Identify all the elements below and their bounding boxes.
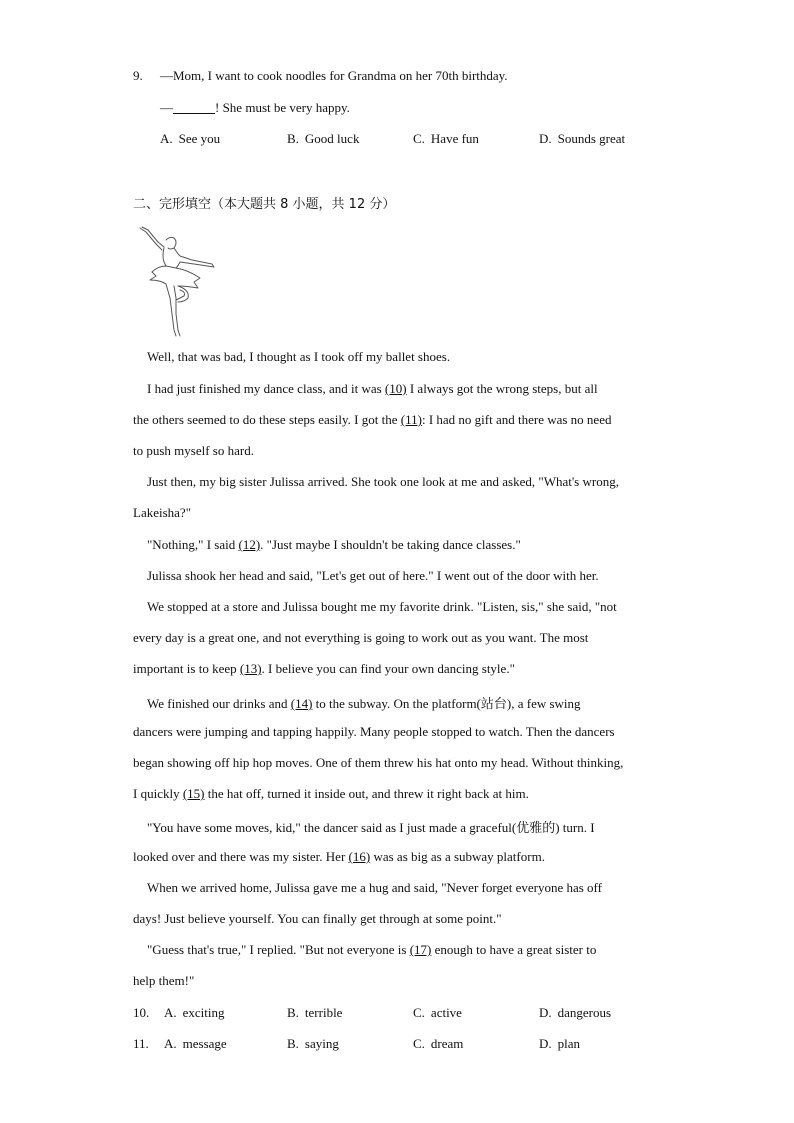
q11-number: 11. [133,1036,149,1051]
blank-14: (14) [290,696,313,711]
section-title: 二、完形填空（本大题共 8 小题，共 12 分） [133,197,396,212]
q11-option-a[interactable]: A. message [164,1036,227,1051]
q10-option-a[interactable]: A. exciting [164,1005,225,1020]
passage-line: the others seemed to do these steps easily. I got the (11): I had no gift and there was no need [133,412,612,427]
passage-line: I had just finished my dance class, and it was (10) I always got the wrong steps, but all [147,381,598,396]
passage-line: dancers were jumping and tapping happily. Many people stopped to watch. Then the dancers [133,724,615,739]
passage-line: Just then, my big sister Julissa arrived. She took one look at me and asked, "What's wrong, [147,474,619,489]
passage-line: began showing off hip hop moves. One of them threw his hat onto my head. Without thinking, [133,755,624,770]
q9-line1: —Mom, I want to cook noodles for Grandma on her 70th birthday. [160,68,508,83]
blank-15: (15) [182,786,205,801]
ballerina-illustration [138,226,218,338]
passage-line: I quickly (15) the hat off, turned it inside out, and threw it right back at him. [133,786,529,801]
q9-line2 [160,100,350,116]
q9-line2-rest: ! She must be very happy. [215,100,350,115]
passage-line: help them!" [133,973,195,988]
blank-10: (10) [384,381,407,396]
q9-option-b[interactable]: B. Good luck [287,131,360,146]
passage-line: Well, that was bad, I thought as I took off my ballet shoes. [147,349,451,364]
passage-line: important is to keep (13). I believe you can find your own dancing style." [133,661,515,676]
passage-line: We stopped at a store and Julissa bought me my favorite drink. "Listen, sis," she said, "not [147,599,617,614]
q9-number: 9. [133,68,143,83]
passage-line: looked over and there was my sister. Her (16) was as big as a subway platform. [133,849,545,864]
q9-dash: — [160,100,173,115]
blank-13: (13) [239,661,262,676]
q11-option-c[interactable]: C. dream [413,1036,464,1051]
blank-11: (11) [400,412,422,427]
q10-number: 10. [133,1005,150,1020]
passage-line: Lakeisha?" [133,505,191,520]
passage-line: to push myself so hard. [133,443,254,458]
q9-option-a[interactable]: A. See you [160,131,221,146]
passage-line: We finished our drinks and (14) to the subway. On the platform(站台), a few swing [147,696,581,711]
q10-option-d[interactable]: D. dangerous [539,1005,612,1020]
passage-line: When we arrived home, Julissa gave me a hug and said, "Never forget everyone has off [147,880,602,895]
passage-line: "You have some moves, kid," the dancer said as I just made a graceful(优雅的) turn. I [147,820,595,835]
passage-line: "Guess that's true," I replied. "But not everyone is (17) enough to have a great sister to [147,942,597,957]
blank-17: (17) [409,942,432,957]
passage-line: days! Just believe yourself. You can finally get through at some point." [133,911,502,926]
q11-option-d[interactable]: D. plan [539,1036,581,1051]
q10-option-c[interactable]: C. active [413,1005,462,1020]
blank-12: (12) [238,537,261,552]
q10-option-b[interactable]: B. terrible [287,1005,343,1020]
q11-option-b[interactable]: B. saying [287,1036,339,1051]
passage-line: "Nothing," I said (12). "Just maybe I shouldn't be taking dance classes." [147,537,521,552]
passage-line: every day is a great one, and not everything is going to work out as you want. The most [133,630,589,645]
q9-answer-blank [173,101,215,114]
q9-option-c[interactable]: C. Have fun [413,131,479,146]
q9-option-d[interactable]: D. Sounds great [539,131,626,146]
passage-line: Julissa shook her head and said, "Let's get out of here." I went out of the door with her. [147,568,599,583]
blank-16: (16) [348,849,371,864]
